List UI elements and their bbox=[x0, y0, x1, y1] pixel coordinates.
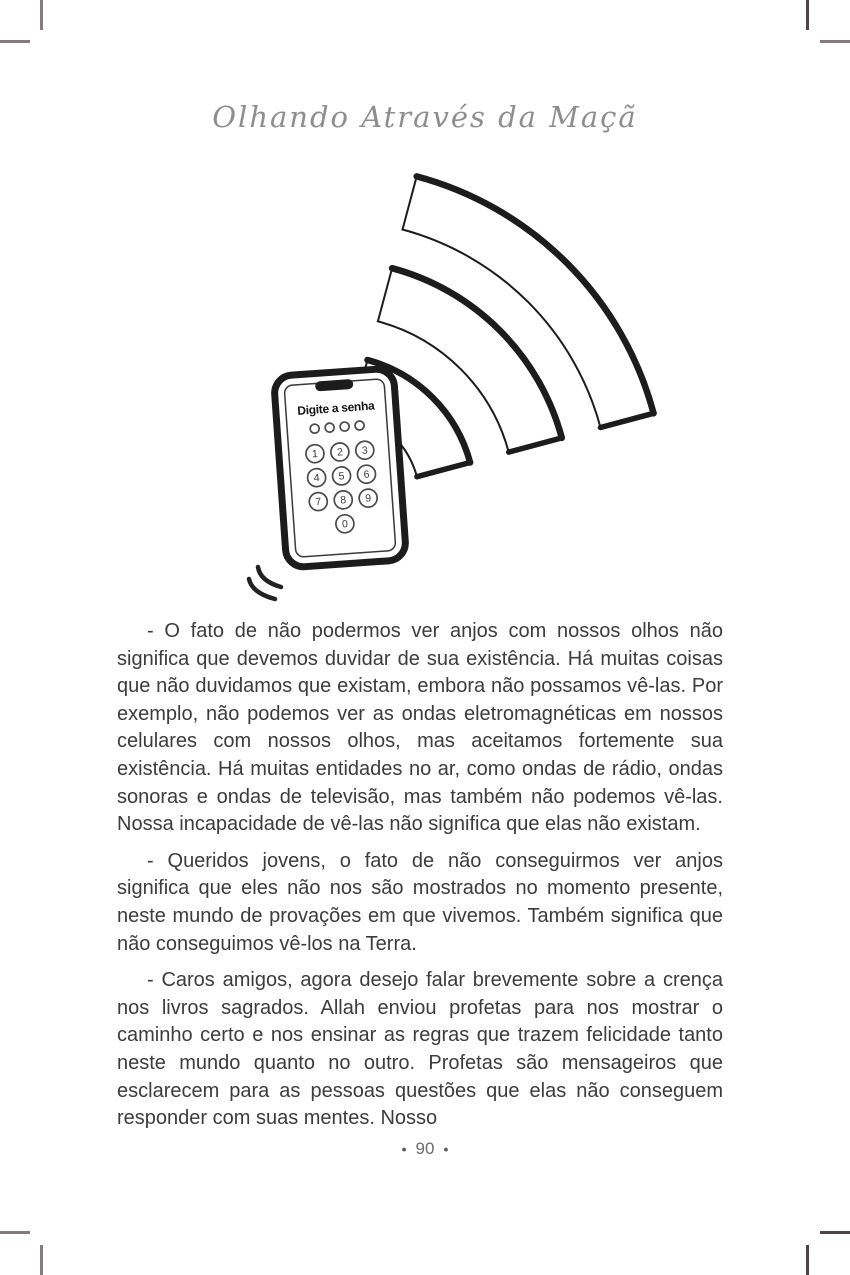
crop-mark-bottom-left-horizontal bbox=[0, 1231, 30, 1234]
svg-text:5: 5 bbox=[338, 470, 345, 483]
svg-text:4: 4 bbox=[313, 471, 320, 485]
page-number-bullet-left: • bbox=[401, 1141, 407, 1157]
svg-text:9: 9 bbox=[364, 492, 372, 505]
crop-mark-bottom-left-vertical bbox=[40, 1245, 43, 1275]
paragraph-1: - O fato de não podermos ver anjos com nossos olhos não significa que devemos duvidar de sua existência. Há muitas coisas que não duvidamos que existam, embora não possamos vê-las. Por exemplo, não podemos ver as ondas eletromagnéticas em nossos celulares com nossos olhos, mas aceitamos fortemente sua existência. Há muitas entidades no ar, como ondas de rádio, ondas sonoras e ondas de televisão, mas também não podemos vê-las. Nossa incapacidade de vê-las não significa que elas não existam. bbox=[117, 620, 723, 836]
crop-mark-top-right-horizontal bbox=[820, 40, 850, 43]
svg-text:7: 7 bbox=[314, 495, 322, 509]
crop-mark-top-left-horizontal bbox=[0, 40, 30, 43]
svg-text:8: 8 bbox=[339, 494, 347, 507]
paragraph-3: - Caros amigos, agora desejo falar brevemente sobre a crença nos livros sagrados. Allah enviou profetas para nos mostrar o caminho certo e nos ensinar as regras que trazem felicidade tanto neste mundo quanto no outro. Profetas são mensageiros que esclarecem para as pessoas questões que elas não conseguem responder com suas mentes. Nosso bbox=[117, 969, 723, 1130]
page-number bbox=[0, 1139, 850, 1159]
smartphone-icon bbox=[273, 368, 406, 568]
svg-text:3: 3 bbox=[361, 444, 369, 457]
svg-text:6: 6 bbox=[363, 468, 370, 481]
svg-text:0: 0 bbox=[341, 518, 349, 531]
svg-text:2: 2 bbox=[336, 446, 344, 459]
page-number-value: 90 bbox=[415, 1139, 435, 1158]
crop-mark-bottom-right-vertical bbox=[806, 1245, 809, 1275]
page-header-title: Olhando Através da Maçã bbox=[212, 100, 638, 134]
crop-mark-top-left-vertical bbox=[40, 0, 43, 30]
phone-screen-title: Digite a senha bbox=[296, 398, 375, 418]
paragraph-2: - Queridos jovens, o fato de não conseguirmos ver anjos significa que eles não nos são mostrados no momento presente, neste mundo de provações em que vivemos. Também significa que não conseguimos vê-los na Terra. bbox=[117, 849, 723, 955]
crop-mark-bottom-right-horizontal bbox=[820, 1231, 850, 1234]
svg-text:1: 1 bbox=[311, 448, 319, 461]
body-text bbox=[117, 618, 723, 1142]
crop-mark-top-right-vertical bbox=[806, 0, 809, 30]
vibration-dash-icon bbox=[258, 567, 281, 587]
phone-signal-illustration bbox=[0, 150, 850, 615]
page-number-bullet-right: • bbox=[443, 1141, 449, 1157]
